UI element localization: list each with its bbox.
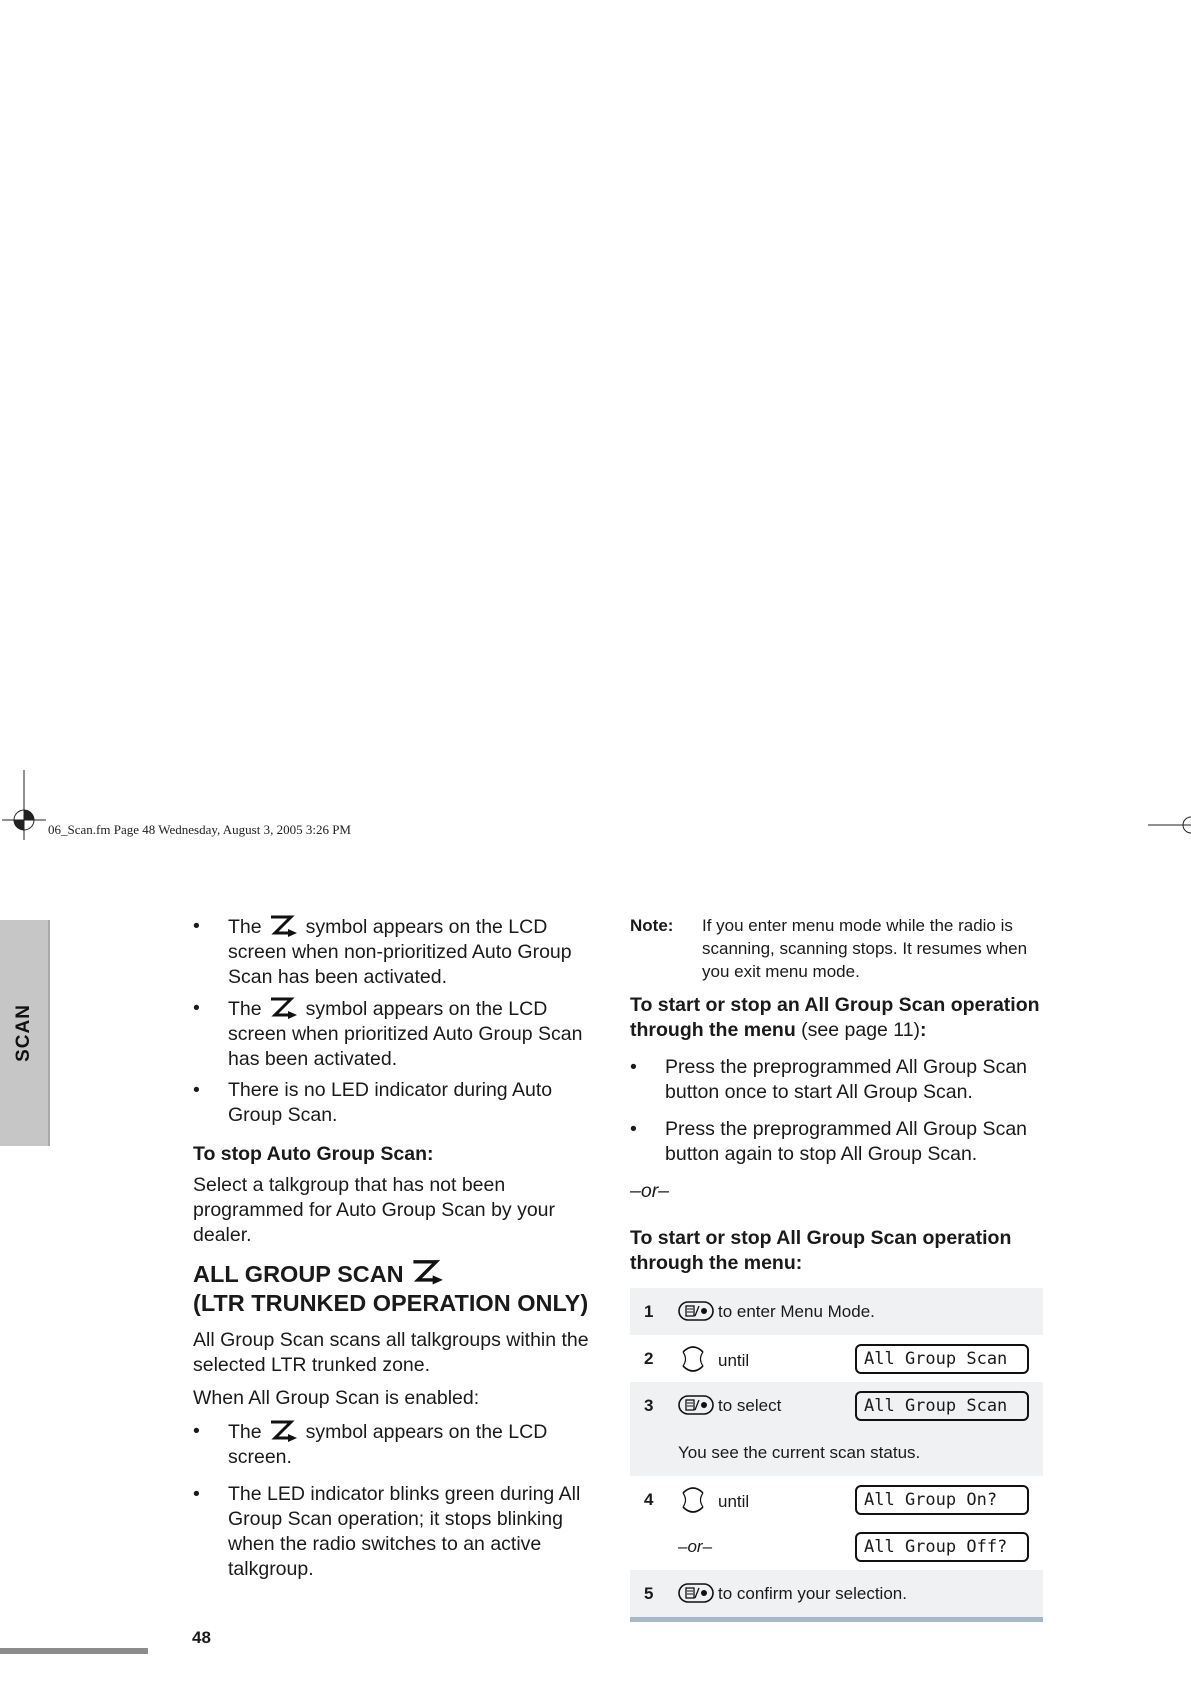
or-separator: –or– [630,1180,670,1202]
scroll-up-down-icon [678,1340,708,1378]
table-row [630,1523,1043,1570]
menu-select-button-icon [678,1395,714,1415]
note: Note: If you enter menu mode while the radio is scanning, scanning stops. It resumes when you exit menu mode. [630,914,1042,983]
menu-select-button-icon [678,1583,714,1603]
left-column [193,914,603,1594]
enabled-text: When All Group Scan is enabled: [193,1387,480,1409]
scroll-up-down-icon [678,1481,708,1519]
table-row: 5 to confirm your selection. [630,1570,1043,1620]
stop-text: Select a talkgroup that has not been programmed for Auto Group Scan by your dealer. [193,1174,556,1246]
all-scan-bullets [193,1419,603,1582]
scan-icon [268,996,298,1020]
table-row: 1 to enter Menu Mode. [630,1288,1043,1335]
scan-icon [268,1419,298,1443]
lcd-display: All Group Scan [855,1344,1029,1374]
footer-bar [0,1648,148,1654]
crop-mark-left [2,770,46,840]
menu-select-button-icon [678,1301,714,1321]
list-item: • The LED indicator blinks green during All Group Scan operation; it stops blinking when the radio switches to an active talkgroup. [193,1482,603,1582]
list-item: • The symbol appears on the LCD screen when prioritized Auto Group Scan has been activated. [193,996,603,1072]
list-item: • The symbol appears on the LCD screen. [193,1419,603,1470]
table-row: 2 until All Group Scan [630,1335,1043,1382]
side-tab [0,920,50,1146]
scan-icon [410,1258,444,1286]
lcd-display: All Group Scan [855,1391,1029,1421]
list-item: • Press the preprogrammed All Group Scan button once to start All Group Scan. [630,1055,1042,1105]
table-row: 3 to select All Group Scan [630,1382,1043,1429]
side-tab-label: SCAN [13,1004,34,1062]
table-row: 4 until All Group On? [630,1476,1043,1523]
list-item: • Press the preprogrammed All Group Scan button again to stop All Group Scan. [630,1117,1042,1167]
lcd-display: All Group Off? [855,1532,1029,1562]
page-number: 48 [192,1628,211,1647]
list-item: • There is no LED indicator during Auto Group Scan. [193,1078,603,1128]
lcd-display: All Group On? [855,1485,1029,1515]
print-header: 06_Scan.fm Page 48 Wednesday, August 3, 2005 3:26 PM [48,822,351,837]
section-title: ALL GROUP SCAN (LTR TRUNKED OPERATION ONLY) [193,1258,603,1318]
note-text: If you enter menu mode while the radio is scanning, scanning stops. It resumes when you exit menu mode. [702,916,1028,981]
steps-heading: To start or stop All Group Scan operation through the menu: [630,1227,1012,1274]
table-row [630,1429,1043,1476]
menu-heading: To start or stop an All Group Scan operation through the menu (see page 11): [630,994,1040,1041]
step-note: You see the current scan status. [678,1429,1043,1476]
stop-heading: To stop Auto Group Scan: [193,1143,434,1165]
crop-mark-right [1148,815,1191,835]
intro-text: All Group Scan scans all talkgroups within the selected LTR trunked zone. [193,1329,589,1376]
scan-priority-icon [268,914,298,938]
list-item: • The symbol appears on the LCD screen when non-prioritized Auto Group Scan has been activated. [193,914,603,990]
steps-table [630,1288,1043,1622]
button-bullets [630,1055,1042,1167]
auto-scan-bullets [193,914,603,1128]
or-separator: –or– [678,1537,713,1556]
right-column [630,914,1042,1622]
